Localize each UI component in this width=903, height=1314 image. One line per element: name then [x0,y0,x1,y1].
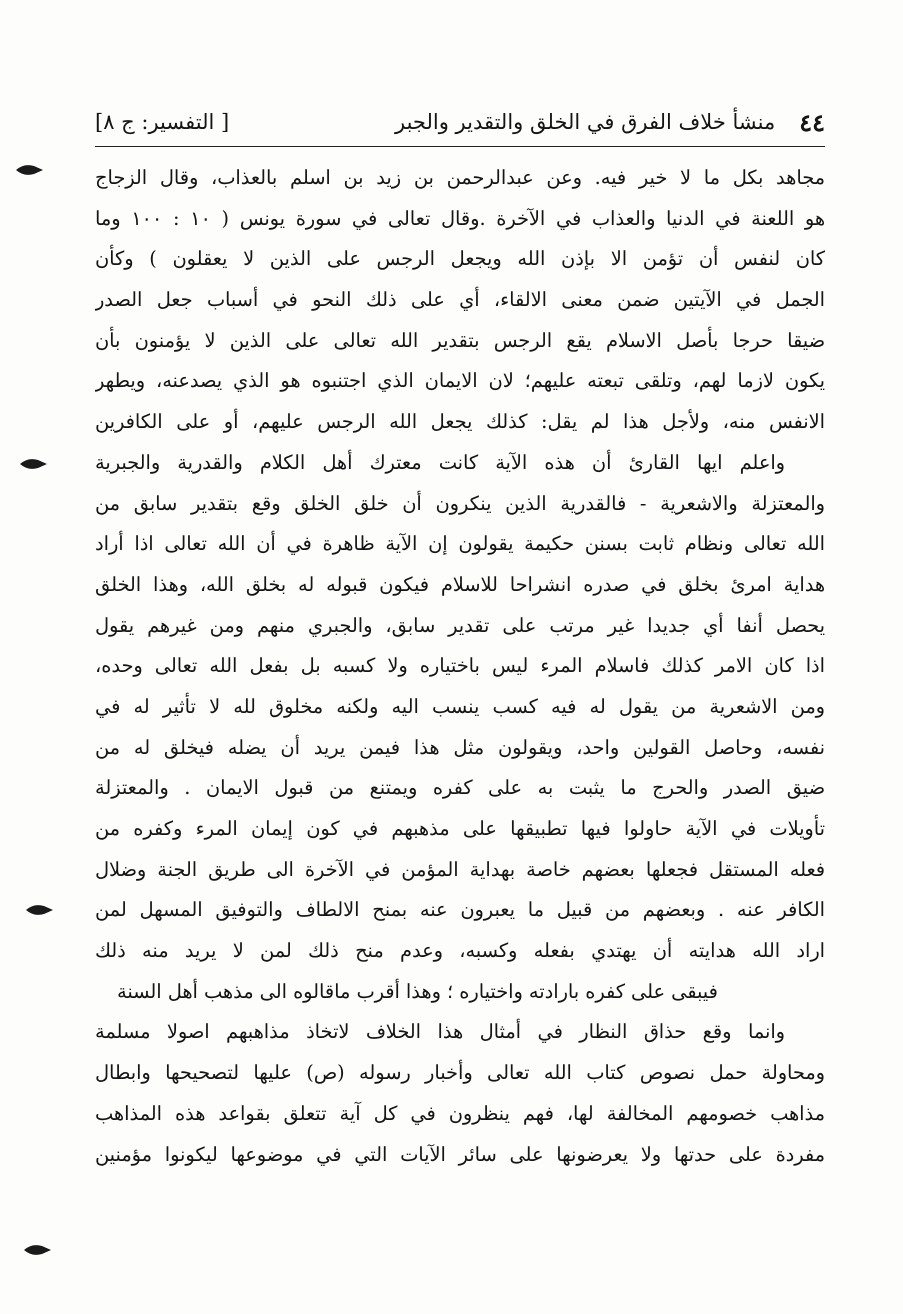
text-line: فعله المستقل فجعلها بعضهم خاصة بهداية المؤمن في الآخرة الى طريق الجنة وضلال [95,857,825,881]
text-line: الكافر عنه . وبعضهم من قبيل ما يعبرون عنه بمنح الالطاف والتوفيق المسهل لمن [95,898,825,922]
text-line: كان لنفس أن تؤمن الا بإذن الله ويجعل الرجس على الذين لا يعقلون ) وكأن [95,247,825,271]
text-line: مجاهد بكل ما لا خير فيه. وعن عبدالرحمن بن زيد بن اسلم بالعذاب، وقال الزجاج [95,166,825,189]
text-line: ومحاولة حمل نصوص كتاب الله تعالى وأخبار رسوله (ص) عليها لتصحيحها وابطال [95,1061,825,1085]
page-header [95,100,825,144]
text-line: هو اللعنة في الدنيا والعذاب في الآخرة .وقال تعالى في سورة يونس ( ١٠ : ١٠٠ وما [95,206,825,230]
text-line: مذاهب خصومهم المخالفة لها، فهم ينظرون في كل آية تتعلق بقواعد هذه المذاهب [95,1101,825,1125]
text-line: مفردة على حدتها ولا يعرضونها على سائر الآيات التي في موضوعها ليكونوا مؤمنين [95,1142,825,1166]
paragraph-start-line: وانما وقع حذاق النظار في أمثال هذا الخلاف لاتخاذ مذاهبهم اصولا مسلمة [95,1020,785,1044]
header-rule [95,146,825,147]
margin-mark-2 [18,456,48,472]
text-line: الجمل في الآيتين ضمن معنى الالقاء، أي على ذلك النحو في أسباب جعل الصدر [95,288,825,312]
margin-mark-3 [24,902,54,918]
paragraph-end-line: فيبقى على كفره بارادته واختياره ؛ وهذا أقرب ماقالوه الى مذهب أهل السنة [117,979,718,1003]
text-line: ومن الاشعرية من يقول له فيه كسب ينسب اليه ولكنه مخلوق لله لا تأثير له في [95,694,825,718]
text-line: ضيقا حرجا بأصل الاسلام يقع الرجس بتقدير الله تعالى على الذين لا يؤمنون بأن [95,328,825,352]
text-line: اذا كان الامر كذلك فاسلام المرء ليس باختياره ولا كسبه بل بفعل الله تعالى وحده، [95,654,825,678]
body-text [95,158,825,1175]
text-line: الله تعالى ونظام ثابت بسنن حكيمة يقولون إن الآية ظاهرة في أن الله تعالى اذا أراد [95,532,825,556]
running-title: منشأ خلاف الفرق في الخلق والتقدير والجبر [394,110,776,134]
text-line: اراد الله هدايته أن يهتدي بفعله وكسبه، وعدم منح ذلك لمن لا يريد منه ذلك [95,939,825,963]
text-line: هداية امرئ بخلق في صدره انشراحا للاسلام فيكون قبوله له بخلق الله، وهذا الخلق [95,572,825,596]
text-line: تأويلات في الآية حاولوا فيها تطبيقها على مذهبهم في كون إيمان المرء وكفره من [95,817,825,840]
text-line: يحصل أنفا أي جديدا غير مرتب على تقدير سابق، والجبري منهم ومن غيرهم يقول [95,613,825,637]
text-line: ضيق الصدر والحرج ما يثبت به على كفره ويمتنع من قبول الايمان . والمعتزلة [95,776,825,800]
section-label: [ التفسير: ج ٨] [95,110,230,134]
text-line: نفسه، وحاصل القولين واحد، ويقولون مثل هذا فيمن يريد أن يضله فيخلق له من [95,735,825,759]
text-line: والمعتزلة والاشعرية - فالقدرية الذين ينكرون أن خلق الخلق وقع بتقدير سابق من [95,491,825,515]
margin-mark-1 [14,162,44,178]
paragraph-start-line: واعلم ايها القارئ أن هذه الآية كانت معترك أهل الكلام والقدرية والجبرية [95,450,785,474]
page-number: ٤٤ [799,107,825,137]
text-line: الانفس منه، ولأجل هذا لم يقل: كذلك يجعل الله الرجس عليهم، أو على الكافرين [95,410,825,434]
text-line: يكون لازما لهم، وتلقى تبعته عليهم؛ لان الايمان الذي اجتنبوه هو الذي يصدعنه، ويطهر [95,369,825,393]
margin-mark-4 [22,1242,52,1258]
